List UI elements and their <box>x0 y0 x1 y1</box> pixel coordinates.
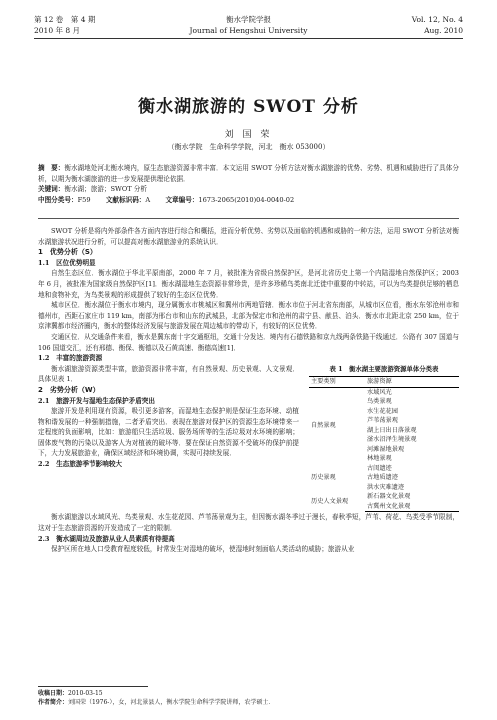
received-date <box>38 689 459 698</box>
issue-date-en: Aug. 2010 <box>424 26 463 35</box>
paragraph-city-location: 城市区位．衡水湖位于衡水市境内，现分属衡水市桃城区和冀州市两地管辖．衡水市位于河北省东南部，从城市区位看，衡水东邻沧州市和德州市，西距石家庄市 119 km，南部为邢台市和山东的武城县，北部为保定市和沧州的肃宁县、献县、泊头．衡水市北距北京 250 km，位于京津冀都市经济圈内，衡水的整体经济发展与旅游发展在周边城市的带动下，有较好的区位优势． <box>38 301 459 331</box>
table-header-category: 主要类别 <box>309 377 365 388</box>
resource-cell: 水域风光 <box>367 388 392 396</box>
paragraph-traffic-location: 交通区位．从交通条件来看，衡水是冀东南十字交通枢纽，交通十分发达．境内有石德铁路和京九线两条铁路干线通过．公路有 307 国道与 106 国道交汇，还有邢德、衡保、衡德以及石黄高速、衡德高速[1]． <box>38 332 459 352</box>
doc-code-value: A <box>145 195 151 204</box>
doc-code-label: 文献标识码： <box>105 195 146 204</box>
resource-cell: 湖上日出日落景观 <box>367 426 417 434</box>
category-cell: 历史景观 <box>311 474 336 482</box>
paragraph-natural-location: 自然生态区位．衡水湖位于华北平原南部，2000 年 7 月，被批准为省级自然保护区，是河北省历史上第一个内陆湿地自然保护区；2003 年 6 月，被批准为国家级自然保护区[1]．衡水湖湿地生态资源非常珍贵，是许多珍稀鸟类南北迁徙中重要的中转站，可以为鸟类提供足够的栖息地和食物补充，为鸟类景观的形成提供了较好的生态区位优势． <box>38 269 459 299</box>
resource-cell: 古地质遗迹 <box>367 474 398 482</box>
abstract-text: 衡水湖地处河北衡水境内，原生态旅游资源非常丰富．本文运用 SWOT 分析方法对衡水湖旅游的优势、劣势、机遇和威胁进行了具体分析，以期为衡水湖旅游的进一步发展提供理论依据． <box>38 164 459 183</box>
article-no-value: 1673-2065(2010)04-0040-02 <box>198 195 295 204</box>
section-1-2-heading: 1.2 丰富的旅游资源 <box>38 354 103 363</box>
table-1 <box>309 364 459 513</box>
intro-paragraph: SWOT 分析是将内外部条件各方面内容进行综合和概括，进而分析优势、劣势以及面临的机遇和威胁的一种方法，运用 SWOT 分析法对衡水湖旅游状况进行分析，可以提高对衡水湖旅游业的系统认识． <box>38 227 459 246</box>
header-right <box>412 14 463 36</box>
footnote-rule <box>38 686 148 687</box>
section-2-3-heading: 2.3 衡水湖周边及旅游从业人员素质有待提高 <box>38 534 175 543</box>
resource-cell: 古冀州文化景观 <box>365 502 459 512</box>
abstract <box>38 163 459 184</box>
author-bio <box>38 698 459 707</box>
keywords-text: 衡水湖；旅游；SWOT 分析 <box>64 185 147 193</box>
issue-date: 2010 年 8 月 <box>34 26 81 35</box>
keywords-label: 关键词： <box>38 185 65 193</box>
table-caption: 表 1 衡水湖主要旅游资源单体分类表 <box>329 364 439 373</box>
resource-cell: 林地景观 <box>367 455 392 463</box>
received-label: 收稿日期： <box>38 690 69 697</box>
resource-cell: 水生花花园 <box>367 407 398 415</box>
table-row <box>309 492 459 502</box>
paragraph-resources: 衡水湖旅游资源类型丰富，旅游资源非常丰富，有自然景观、历史景观、人文景观．具体见表 1． <box>38 364 299 384</box>
header-rule <box>34 38 463 39</box>
running-header <box>34 14 463 44</box>
article-body <box>38 226 459 555</box>
article-no-label: 文章编号： <box>165 195 199 204</box>
header-center <box>34 14 463 36</box>
journal-name-en: Journal of Hengshui University <box>189 26 308 35</box>
resource-cell: 芦苇荡景观 <box>367 417 398 425</box>
author-name: 刘 国 荣 <box>224 130 273 140</box>
received-value: 2010-03-15 <box>68 690 103 697</box>
resource-cell: 新石器文化景观 <box>367 493 411 501</box>
resource-cell: 洪水灾难遗迹 <box>367 483 405 491</box>
left-column <box>38 364 299 513</box>
classification-line <box>38 195 459 206</box>
keywords <box>38 184 459 195</box>
paper-title: 衡水湖旅游的 SWOT 分析 <box>138 97 359 117</box>
section-2-1-heading: 2.1 旅游开发与湿地生态保护矛盾突出 <box>38 396 155 405</box>
section-2-2-heading: 2.2 生态旅游季节影响较大 <box>38 460 123 469</box>
category-cell: 自然景观 <box>311 422 336 430</box>
abstract-block <box>38 163 459 205</box>
paragraph-conflict: 旅游开发是利用现有资源，吸引更多游客，而湿地生态保护则是保证生态环境、动植物和谐发展的一种强制措施，二者矛盾突出．表现在旅游对保护区的资源生态环境带来一定程度的负面影响，比如：旅游船只生活垃圾、服务场所等的生活垃圾对水环境的影响；固体废气物的污染以及游客人为对植被的破坏等．要在保证自然资源不受破坏的保护前提下，大力发展旅游业，确保区域经济和环境协调，实现可持续发展． <box>38 407 299 458</box>
paragraph-seasonal: 衡水湖旅游以水域风光、鸟类景观、水生花花园、芦苇荡景观为主，但因衡水湖冬季过于漫长，春秋季短，芦苇、荷花、鸟类受季节限制，这对于生态旅游资源的开发造成了一定的限制． <box>38 513 459 532</box>
section-2-heading: 2 劣势分析（W） <box>38 385 100 394</box>
clc-label: 中图分类号： <box>38 195 78 204</box>
author-bio-label: 作者简介： <box>38 699 69 706</box>
abstract-rule <box>38 218 459 219</box>
section-1-heading: 1 优势分析（S） <box>38 248 97 257</box>
volume-issue-en: Vol. 12, No. 4 <box>411 15 463 24</box>
abstract-label: 摘 要： <box>38 164 65 172</box>
volume-issue: 第 12 卷 第 4 期 <box>34 15 96 24</box>
clc-value: F59 <box>77 195 91 204</box>
affiliation: （衡水学院 生命科学学院，河北 衡水 053000） <box>167 143 330 151</box>
category-cell: 历史人文景观 <box>311 498 349 506</box>
table-row <box>309 464 459 474</box>
resource-cell: 古闺遗迹 <box>367 464 392 472</box>
two-column-block <box>38 364 459 513</box>
journal-name-cn: 衡水学院学报 <box>226 15 271 24</box>
paragraph-staff-quality: 保护区所在地人口受教育程度较低，时常发生对湿地的破坏，使湿地时刻面临人类活动的威胁；旅游从业 <box>51 545 355 554</box>
footnote-block <box>38 686 459 707</box>
resource-cell: 鸟类景观 <box>367 398 392 406</box>
section-1-1-heading: 1.1 区位优势明显 <box>38 258 96 267</box>
resource-cell: 滏水沼泽生境景观 <box>367 436 417 444</box>
table-header-resource: 旅游资源 <box>365 377 459 388</box>
table-header-row <box>309 377 459 388</box>
table-row <box>309 387 459 397</box>
resource-cell: 河滩湿地景观 <box>367 445 405 453</box>
author-bio-text: 刘国荣（1976-），女，河北景县人，衡水学院生命科学学院讲师，农学硕士． <box>68 699 275 706</box>
resource-table <box>309 376 459 512</box>
